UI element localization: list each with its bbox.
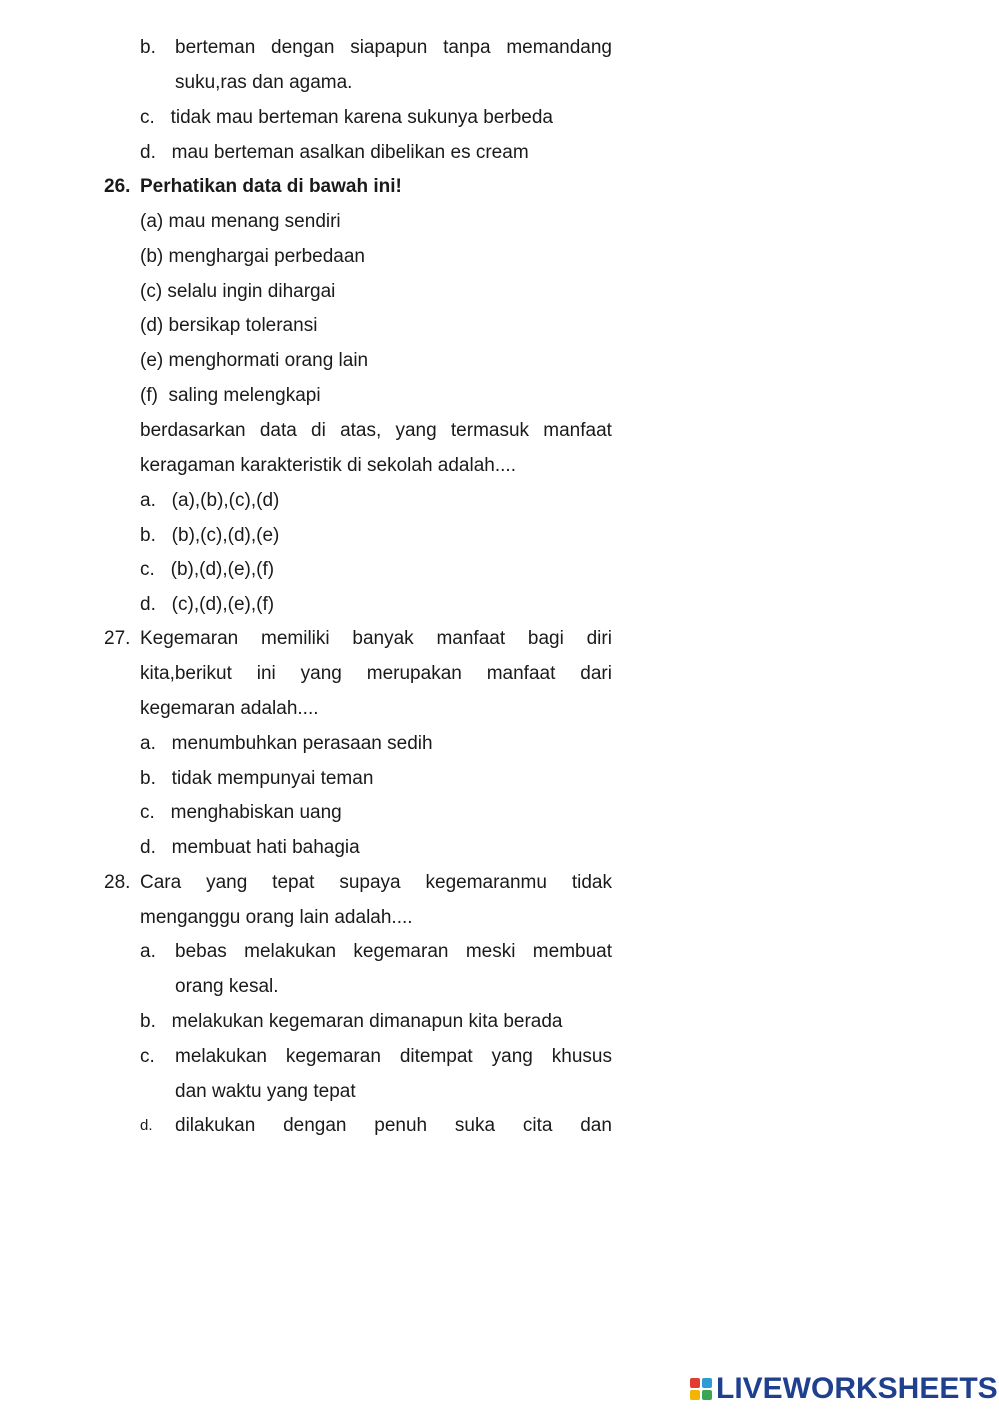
word: dari	[580, 663, 612, 684]
text-line-q26-opt-a: a. (a),(b),(c),(d)	[140, 490, 280, 511]
text-line-q28-b: b. melakukan kegemaran dimanapun kita berada	[140, 1011, 563, 1032]
text-line-q27-1	[140, 627, 612, 651]
text-line-q28-1	[140, 871, 612, 895]
text-line-q26-e: (e) menghormati orang lain	[140, 350, 369, 371]
word: dengan	[271, 37, 335, 58]
word: manfaat	[436, 628, 506, 649]
word: kegemaranmu	[425, 872, 547, 893]
text-line-q26-num: 26.	[104, 176, 131, 197]
word: ini	[256, 663, 276, 684]
text-line-q28-d1	[140, 1114, 612, 1138]
text-line-q26-opt-d: d. (c),(d),(e),(f)	[140, 594, 275, 615]
liveworksheets-logo	[690, 1372, 998, 1406]
text-line-q26-b: (b) menghargai perbedaan	[140, 246, 365, 267]
text-line-q27-b: b. tidak mempunyai teman	[140, 768, 374, 789]
word: kita,berikut	[140, 663, 232, 684]
word: yang	[491, 1046, 533, 1067]
word: c.	[140, 1046, 155, 1067]
word: bagi	[527, 628, 564, 649]
word: d.	[140, 1117, 153, 1134]
logo-square-yellow	[690, 1390, 700, 1400]
word: termasuk	[450, 420, 530, 441]
word: khusus	[551, 1046, 612, 1067]
text-line-q28-a1	[140, 940, 612, 964]
word: dengan	[283, 1115, 347, 1136]
word: ditempat	[399, 1046, 473, 1067]
text-line-q27-c: c. menghabiskan uang	[140, 802, 342, 823]
logo-square-red	[690, 1378, 700, 1388]
word: membuat	[532, 941, 612, 962]
word: cita	[522, 1115, 553, 1136]
word: yang	[300, 663, 342, 684]
word: di	[311, 420, 326, 441]
word: manfaat	[486, 663, 556, 684]
text-line-q25d: d. mau berteman asalkan dibelikan es cream	[140, 142, 529, 163]
text-line-q28-a2: orang kesal.	[175, 976, 279, 997]
text-line-q26-opt-b: b. (b),(c),(d),(e)	[140, 525, 280, 546]
text-line-q27-2	[140, 662, 612, 686]
logo-square-blue	[702, 1378, 712, 1388]
line-body	[175, 1114, 612, 1138]
text-line-q26-f: (f) saling melengkapi	[140, 385, 321, 406]
word: b.	[140, 37, 156, 58]
text-line-q26-q2: keragaman karakteristik di sekolah adalah....	[140, 455, 516, 476]
word: meski	[465, 941, 516, 962]
word: berteman	[175, 37, 256, 58]
word: kegemaran	[353, 941, 449, 962]
word: kegemaran	[285, 1046, 381, 1067]
word: dan	[580, 1115, 612, 1136]
text-line-q27-a: a. menumbuhkan perasaan sedih	[140, 733, 433, 754]
text-line-q28-c1	[140, 1045, 612, 1069]
word: berdasarkan	[140, 420, 246, 441]
word: a.	[140, 941, 156, 962]
word: merupakan	[366, 663, 462, 684]
text-line-q26-title: Perhatikan data di bawah ini!	[140, 176, 402, 197]
word: yang	[395, 420, 437, 441]
word: data	[259, 420, 297, 441]
text-line-q28-c2: dan waktu yang tepat	[175, 1081, 356, 1102]
word: memiliki	[261, 628, 330, 649]
text-line-q27-3: kegemaran adalah....	[140, 698, 319, 719]
line-body	[175, 940, 612, 964]
word: tanpa	[443, 37, 491, 58]
word: banyak	[352, 628, 414, 649]
word: diri	[586, 628, 612, 649]
text-line-q28-num: 28.	[104, 872, 131, 893]
line-body	[175, 1045, 612, 1069]
text-line-q25b-1	[140, 36, 612, 60]
text-line-q27-num: 27.	[104, 628, 131, 649]
text-line-q26-q1	[140, 419, 612, 443]
text-line-q28-2: menganggu orang lain adalah....	[140, 907, 413, 928]
text-line-q26-opt-c: c. (b),(d),(e),(f)	[140, 559, 275, 580]
word: yang	[206, 872, 248, 893]
logo-icon	[690, 1378, 712, 1400]
logo-square-green	[702, 1390, 712, 1400]
text-line-q26-c: (c) selalu ingin dihargai	[140, 281, 336, 302]
word: siapapun	[350, 37, 428, 58]
word: atas,	[340, 420, 382, 441]
word: Cara	[140, 872, 182, 893]
text-line-q26-d: (d) bersikap toleransi	[140, 315, 318, 336]
word: suka	[454, 1115, 496, 1136]
word: manfaat	[543, 420, 612, 441]
text-line-q26-a: (a) mau menang sendiri	[140, 211, 341, 232]
word: penuh	[374, 1115, 428, 1136]
line-body	[175, 36, 612, 60]
text-line-q27-d: d. membuat hati bahagia	[140, 837, 360, 858]
word: tepat	[272, 872, 315, 893]
word: bebas	[175, 941, 227, 962]
word: melakukan	[175, 1046, 267, 1067]
word: tidak	[571, 872, 612, 893]
word: memandang	[506, 37, 612, 58]
word: Kegemaran	[140, 628, 239, 649]
word: melakukan	[244, 941, 337, 962]
logo-text: LIVEWORKSHEETS	[716, 1372, 998, 1405]
text-line-q25c: c. tidak mau berteman karena sukunya berbeda	[140, 107, 553, 128]
text-line-q25b-2: suku,ras dan agama.	[175, 72, 353, 93]
word: supaya	[339, 872, 401, 893]
word: dilakukan	[175, 1115, 256, 1136]
